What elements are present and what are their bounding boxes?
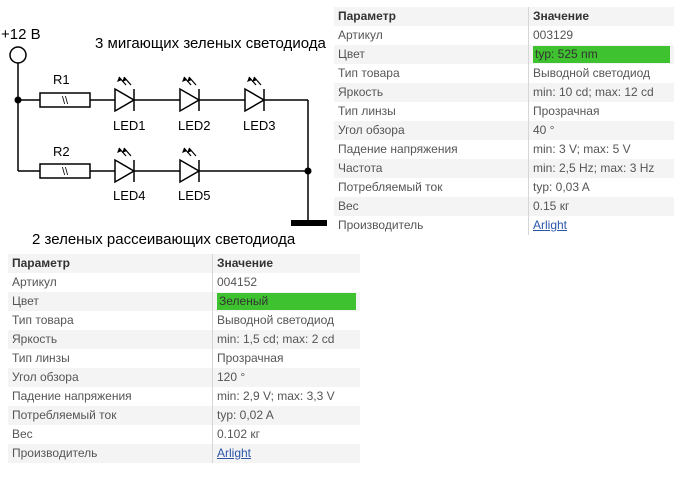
led-symbol	[245, 77, 264, 111]
header-value: Значение	[529, 7, 675, 26]
led-symbol	[180, 148, 199, 182]
param-cell: Угол обзора	[8, 368, 213, 387]
manufacturer-link[interactable]: Arlight	[217, 446, 252, 460]
value-cell: min: 10 cd; max: 12 cd	[529, 83, 675, 102]
value-cell: 40 °	[529, 121, 675, 140]
header-value: Значение	[213, 254, 361, 273]
table-header	[8, 254, 360, 273]
value-cell: 0.15 кг	[529, 197, 675, 216]
param-cell: Производитель	[334, 216, 529, 235]
table-row	[8, 311, 360, 330]
value-cell: typ: 0,02 A	[213, 406, 361, 425]
param-cell: Частота	[334, 159, 529, 178]
param-cell: Яркость	[334, 83, 529, 102]
supply-terminal	[10, 47, 26, 63]
resistor-label-r2: R2	[53, 144, 70, 159]
caption-blinking-leds: 3 мигающих зеленых светодиода	[95, 35, 326, 52]
resistor-mark: \\	[61, 166, 69, 178]
led-symbol	[180, 77, 199, 111]
param-cell: Потребляемый ток	[334, 178, 529, 197]
value-cell: Прозрачная	[213, 349, 361, 368]
ground-bar	[291, 220, 327, 226]
led-symbol	[115, 77, 134, 111]
led-label: LED3	[243, 118, 276, 133]
table-row	[334, 64, 674, 83]
value-cell: min: 2,9 V; max: 3,3 V	[213, 387, 361, 406]
param-cell: Тип линзы	[334, 102, 529, 121]
table-row	[334, 121, 674, 140]
param-cell: Вес	[334, 197, 529, 216]
color-swatch: typ: 525 nm	[533, 46, 670, 63]
led-label: LED4	[113, 188, 146, 203]
resistor-mark: \\	[61, 95, 69, 107]
table-row	[334, 83, 674, 102]
param-cell: Артикул	[334, 26, 529, 45]
table-row	[8, 387, 360, 406]
table-row	[334, 178, 674, 197]
caption-diffused-leds: 2 зеленых рассеивающих светодиода	[32, 231, 296, 248]
param-cell: Яркость	[8, 330, 213, 349]
table-row	[334, 159, 674, 178]
value-cell	[529, 216, 675, 235]
table-header	[334, 7, 674, 26]
table-row	[334, 45, 674, 64]
table-row	[8, 444, 360, 463]
param-cell: Тип товара	[334, 64, 529, 83]
value-cell: Выводной светодиод	[213, 311, 361, 330]
value-cell: 003129	[529, 26, 675, 45]
value-cell: Выводной светодиод	[529, 64, 675, 83]
junction-dot	[305, 168, 312, 175]
param-cell: Падение напряжения	[8, 387, 213, 406]
table-row	[334, 102, 674, 121]
param-cell: Артикул	[8, 273, 213, 292]
value-cell: 0.102 кг	[213, 425, 361, 444]
header-param: Параметр	[334, 7, 529, 26]
supply-label: +12 B	[1, 26, 41, 43]
specs-table-blinking	[334, 7, 674, 235]
color-swatch: Зеленый	[217, 293, 356, 310]
header-param: Параметр	[8, 254, 213, 273]
value-cell: min: 3 V; max: 5 V	[529, 140, 675, 159]
table-row	[334, 216, 674, 235]
table-row	[334, 26, 674, 45]
table-row	[8, 406, 360, 425]
param-cell: Вес	[8, 425, 213, 444]
table-row	[334, 197, 674, 216]
resistor-label-r1: R1	[53, 72, 70, 87]
param-cell: Падение напряжения	[334, 140, 529, 159]
specs-table-diffused	[8, 254, 360, 463]
resistor-r2	[40, 164, 90, 178]
param-cell: Угол обзора	[334, 121, 529, 140]
param-cell: Тип товара	[8, 311, 213, 330]
table-row	[334, 140, 674, 159]
led-symbol	[115, 148, 134, 182]
param-cell: Потребляемый ток	[8, 406, 213, 425]
table-row	[8, 292, 360, 311]
value-cell	[213, 292, 361, 311]
resistor-r1	[40, 93, 90, 107]
led-label: LED5	[178, 188, 211, 203]
manufacturer-link[interactable]: Arlight	[533, 218, 568, 232]
param-cell: Производитель	[8, 444, 213, 463]
value-cell: 004152	[213, 273, 361, 292]
table-row	[8, 425, 360, 444]
value-cell: typ: 0,03 A	[529, 178, 675, 197]
param-cell: Цвет	[8, 292, 213, 311]
table-row	[8, 368, 360, 387]
value-cell: Прозрачная	[529, 102, 675, 121]
led-label: LED1	[113, 118, 146, 133]
param-cell: Цвет	[334, 45, 529, 64]
value-cell: min: 1,5 cd; max: 2 cd	[213, 330, 361, 349]
table-row	[8, 273, 360, 292]
table-row	[8, 330, 360, 349]
param-cell: Тип линзы	[8, 349, 213, 368]
value-cell: 120 °	[213, 368, 361, 387]
table-row	[8, 349, 360, 368]
junction-dot	[15, 97, 22, 104]
value-cell	[213, 444, 361, 463]
value-cell	[529, 45, 675, 64]
led-label: LED2	[178, 118, 211, 133]
value-cell: min: 2,5 Hz; max: 3 Hz	[529, 159, 675, 178]
